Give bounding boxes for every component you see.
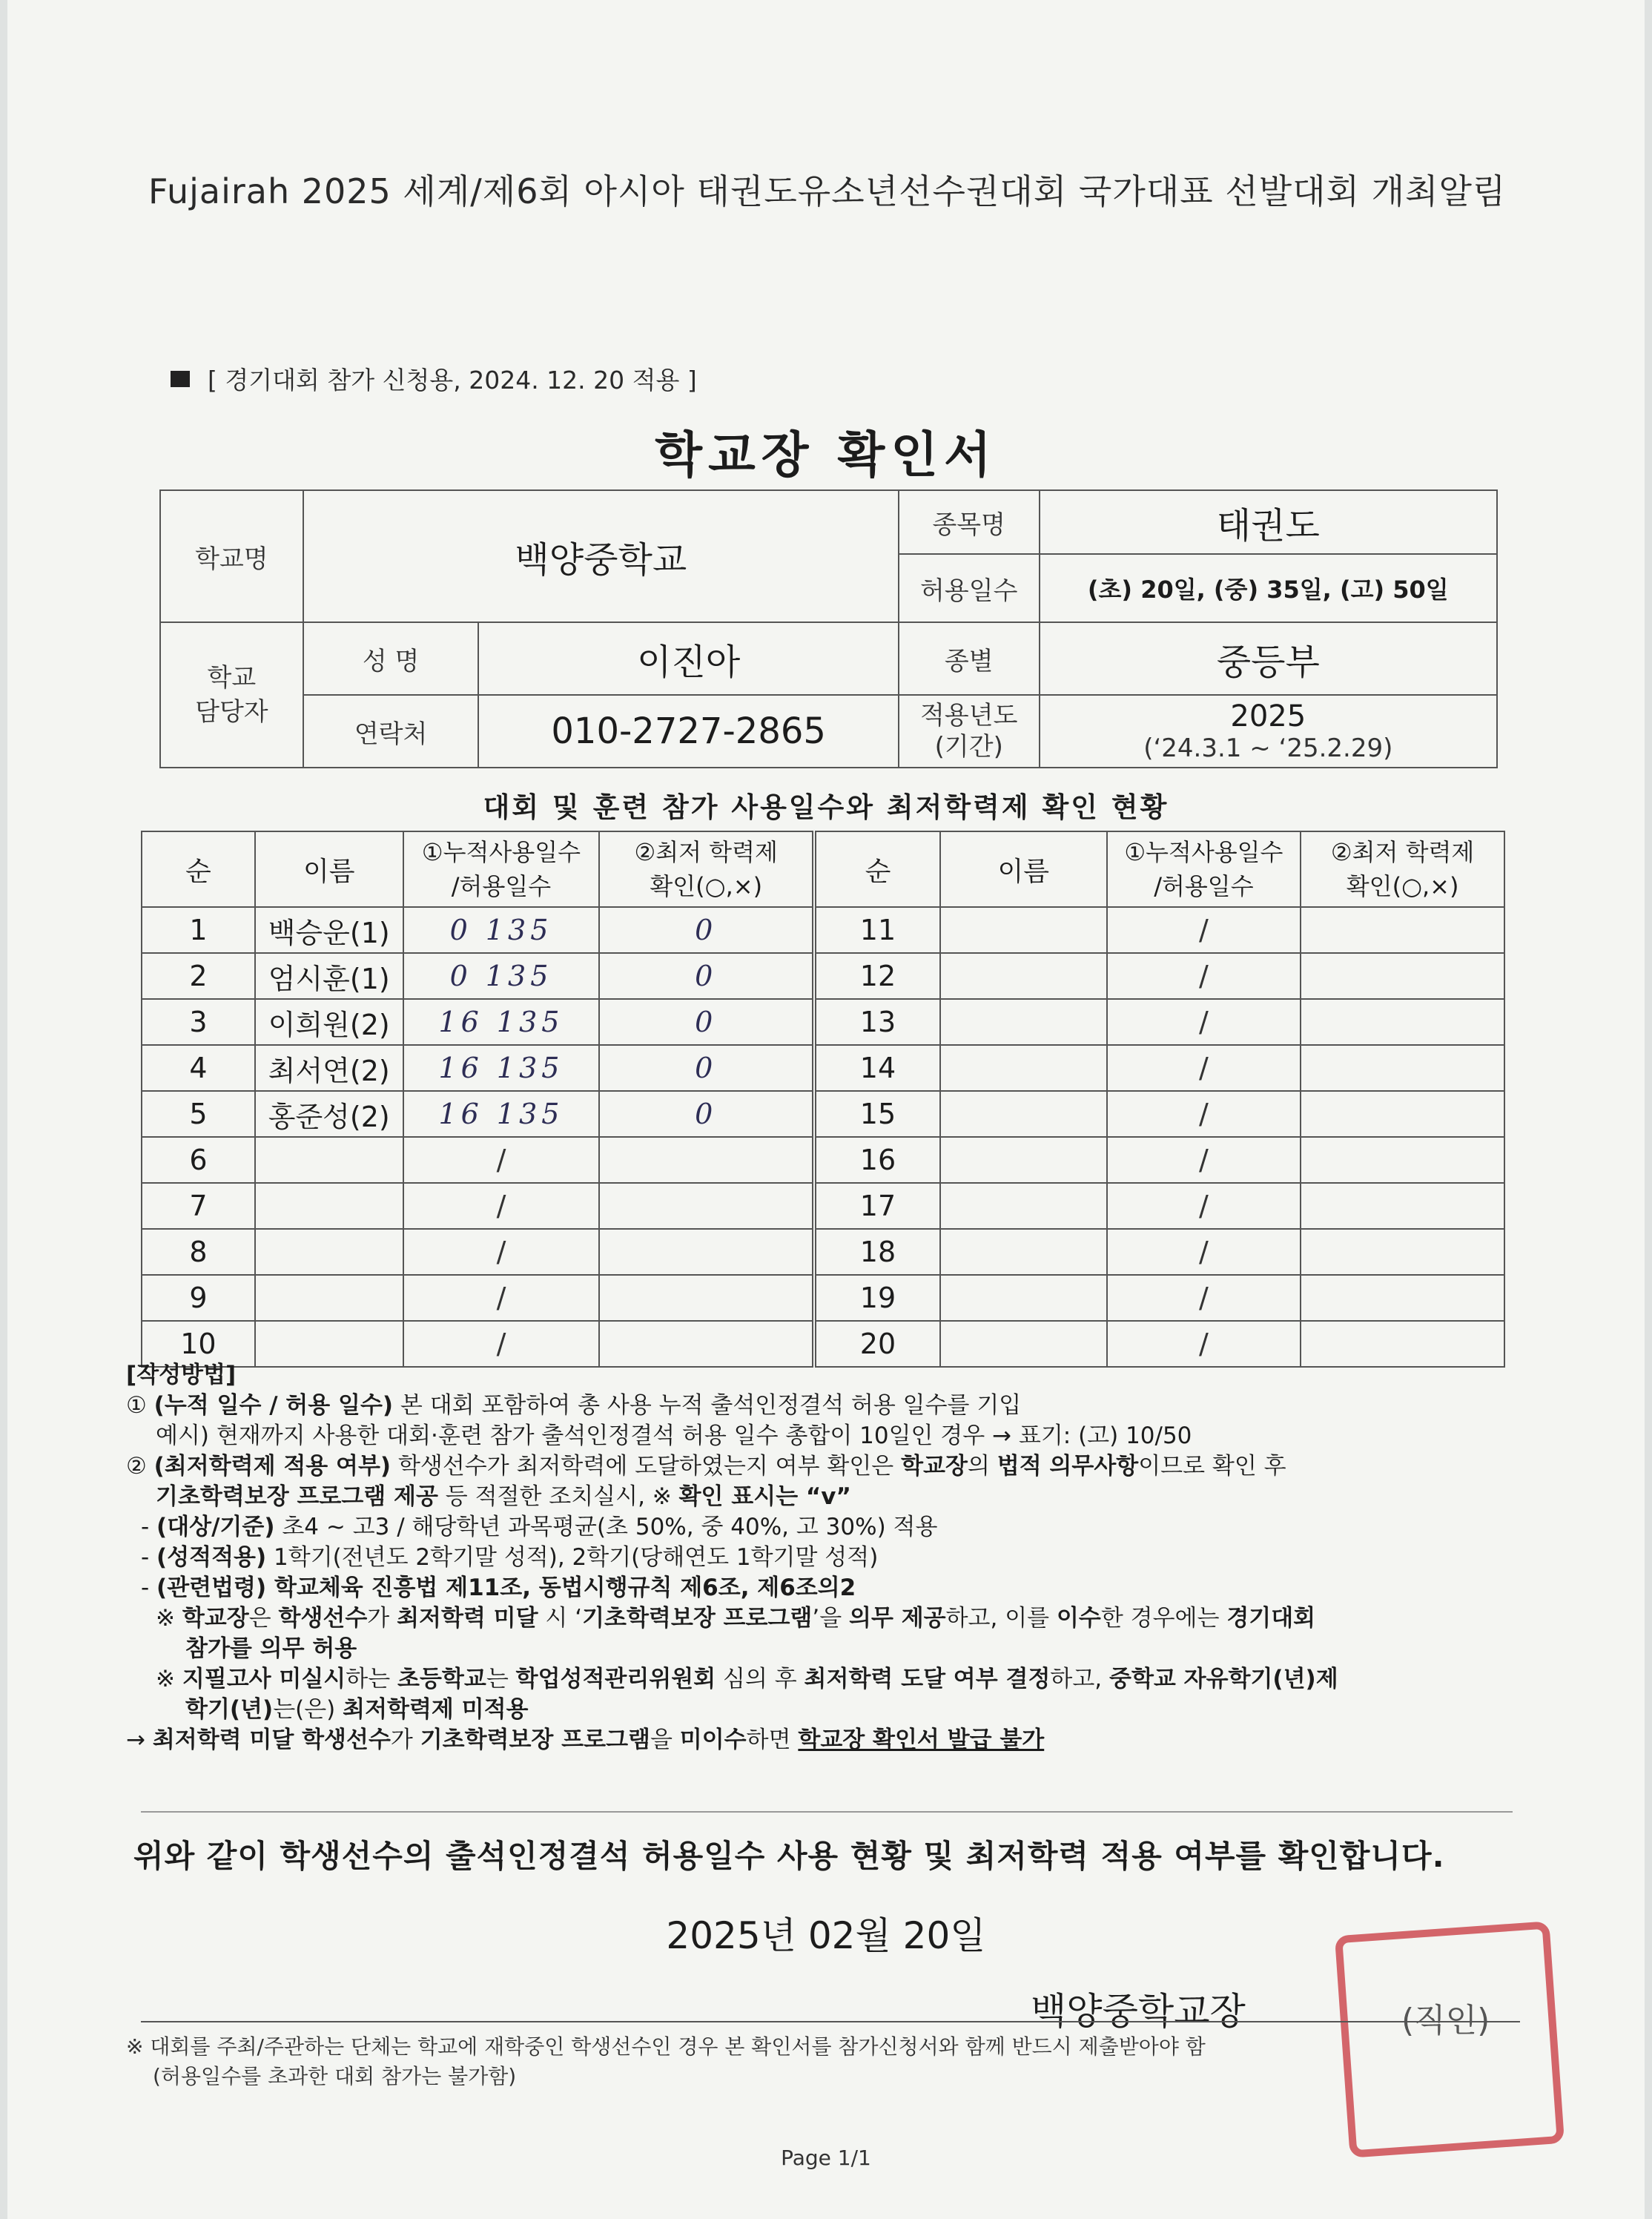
principal-title: 백양중학교장 <box>1031 1990 1246 2033</box>
m-l5a: - <box>141 1514 157 1540</box>
row-name-right <box>940 999 1107 1045</box>
method-line-6 <box>126 1543 1535 1573</box>
event-value: 태권도 <box>1040 490 1497 554</box>
table-row <box>142 1091 1504 1137</box>
footnote-line-1: ※ 대회를 주최/주관하는 단체는 학교에 재학중인 학생선수인 경우 본 확인서를 참가신청서와 함께 반드시 제출받아야 함 <box>126 2034 1206 2059</box>
row-no-right: 14 <box>814 1045 940 1091</box>
row-days: 16 135 <box>403 1091 600 1137</box>
row-days-right: / <box>1107 1183 1301 1229</box>
m-l10g: 심의 후 <box>716 1666 804 1692</box>
method-line-8 <box>126 1603 1535 1634</box>
method-heading <box>126 1360 1535 1391</box>
name-label: 성 명 <box>303 622 479 695</box>
method-line-10 <box>126 1664 1535 1695</box>
m-l9: 참가를 의무 허용 <box>185 1635 357 1662</box>
row-no: 8 <box>142 1229 255 1275</box>
document-title: 학교장 확인서 <box>655 426 997 484</box>
row-no-right: 11 <box>814 907 940 953</box>
allowed-days-label: 허용일수 <box>899 554 1040 622</box>
row-no-right: 18 <box>814 1229 940 1275</box>
m-l8k: 하고, 이를 <box>945 1605 1057 1632</box>
row-days: / <box>403 1183 600 1229</box>
m-l10a: ※ <box>156 1666 182 1692</box>
m-l7c: 학교체육 진흥법 제11조, 동법시행규칙 제6조, 제6조의2 <box>266 1575 856 1601</box>
row-check: 0 <box>599 1045 814 1091</box>
row-check-right <box>1301 953 1504 999</box>
row-check-right <box>1301 1091 1504 1137</box>
row-name-right <box>940 1091 1107 1137</box>
row-name: 엄시훈(1) <box>255 953 403 999</box>
row-no-right: 15 <box>814 1091 940 1137</box>
row-name-right <box>940 1229 1107 1275</box>
m-l1b: (누적 일수 / 허용 일수) <box>153 1392 394 1419</box>
m-l3a: ② <box>126 1453 154 1480</box>
row-check-right <box>1301 999 1504 1045</box>
m-l11b: 는(은) <box>273 1696 343 1723</box>
row-days: / <box>403 1137 600 1183</box>
phone-label: 연락처 <box>303 695 479 768</box>
row-days-right: / <box>1107 1275 1301 1321</box>
table-row <box>142 1275 1504 1321</box>
m-l8c: 은 <box>248 1605 279 1632</box>
square-bullet-icon <box>171 371 190 387</box>
m-l12c: 가 <box>390 1727 420 1753</box>
footnote-line-2: (허용일수를 초과한 대회 참가는 불가함) <box>153 2064 517 2088</box>
info-table <box>159 489 1498 768</box>
method-line-12 <box>126 1725 1535 1755</box>
m-l10i: 하고, <box>1050 1666 1109 1692</box>
row-check-right <box>1301 907 1504 953</box>
row-name: 이희원(2) <box>255 999 403 1045</box>
row-check <box>599 1137 814 1183</box>
year-period: (‘24.3.1 ~ ‘25.2.29) <box>1143 733 1393 763</box>
division-label: 종별 <box>899 622 1040 695</box>
m-l7b: (관련법령) <box>156 1575 267 1601</box>
row-no-right: 16 <box>814 1137 940 1183</box>
issue-date: 2025년 02월 20일 <box>666 1914 986 1957</box>
row-check-right <box>1301 1045 1504 1091</box>
method-line-11 <box>126 1695 1535 1725</box>
header-min-right-line2: 확인(○,×) <box>1346 872 1459 900</box>
row-no-right: 17 <box>814 1183 940 1229</box>
row-days: / <box>403 1321 600 1367</box>
row-name: 최서연(2) <box>255 1045 403 1091</box>
row-days-right: / <box>1107 953 1301 999</box>
m-l4a: 기초학력보장 프로그램 제공 <box>156 1483 438 1510</box>
row-days: 16 135 <box>403 1045 600 1091</box>
row-name-right <box>940 1045 1107 1091</box>
m-l12a: → <box>126 1727 153 1753</box>
table-row <box>142 907 1504 953</box>
header-min-line1: ②최저 학력제 <box>634 838 778 866</box>
row-check-right <box>1301 1137 1504 1183</box>
row-days-right: / <box>1107 1091 1301 1137</box>
footnote <box>126 2032 1206 2091</box>
table-row <box>142 999 1504 1045</box>
row-check-right <box>1301 1275 1504 1321</box>
row-no: 3 <box>142 999 255 1045</box>
m-l3d: 학교장 <box>901 1453 968 1480</box>
m-l8j: 의무 제공 <box>849 1605 946 1632</box>
m-l10f: 학업성적관리위원회 <box>515 1666 716 1692</box>
m-l3f: 법적 의무사항 <box>997 1453 1139 1480</box>
m-l10j: 중학교 자유학기(년)제 <box>1109 1666 1338 1692</box>
m-l1c: 본 대회 포함하여 총 사용 누적 출석인정결석 허용 일수를 기입 <box>393 1392 1022 1419</box>
table-row <box>142 1183 1504 1229</box>
m-l1a: ① <box>126 1392 154 1419</box>
header-min-line2: 확인(○,×) <box>650 872 763 900</box>
m-l3e: 의 <box>967 1453 997 1480</box>
row-days-right: / <box>1107 1045 1301 1091</box>
year-value: 2025 <box>1230 699 1306 733</box>
division-value: 중등부 <box>1040 622 1497 695</box>
m-l8l: 이수 <box>1056 1605 1101 1632</box>
table-row <box>142 1137 1504 1183</box>
contact-group-label: 학교 담당자 <box>160 622 303 768</box>
row-days-right: / <box>1107 907 1301 953</box>
m-l8a: ※ <box>156 1605 182 1632</box>
row-check: 0 <box>599 953 814 999</box>
header-min-right-line1: ②최저 학력제 <box>1330 838 1475 866</box>
header-days-right-line2: /허용일수 <box>1154 872 1254 900</box>
school-value: 백양중학교 <box>303 490 899 622</box>
divider <box>141 1811 1513 1813</box>
year-label: 적용년도 (기간) <box>899 695 1040 768</box>
writing-method <box>126 1360 1535 1755</box>
header-days-right-line1: ①누적사용일수 <box>1124 838 1283 866</box>
m-l11a: 학기(년) <box>185 1696 274 1723</box>
row-name-right <box>940 1275 1107 1321</box>
m-l5b: (대상/기준) <box>156 1514 275 1540</box>
roster-header-row <box>142 831 1504 907</box>
row-check-right <box>1301 1229 1504 1275</box>
m-l8i: ’을 <box>812 1605 850 1632</box>
m-l7a: - <box>141 1575 157 1601</box>
method-heading-text: [작성방법] <box>126 1362 237 1388</box>
header-min-right <box>1301 831 1504 907</box>
m-l4b: 등 적절한 조치실시, ※ <box>437 1483 679 1510</box>
row-no: 9 <box>142 1275 255 1321</box>
m-l10b: 지필고사 미실시 <box>182 1666 346 1692</box>
row-name-right <box>940 1183 1107 1229</box>
row-days: 16 135 <box>403 999 600 1045</box>
roster-table <box>141 831 1505 1368</box>
m-l8f: 최저학력 미달 <box>397 1605 538 1632</box>
m-l12b: 최저학력 미달 학생선수 <box>152 1727 391 1753</box>
row-no-right: 12 <box>814 953 940 999</box>
m-l6c: 1학기(전년도 2학기말 성적), 2학기(당해연도 1학기말 성적) <box>266 1544 879 1571</box>
row-no-right: 13 <box>814 999 940 1045</box>
m-l12f: 미이수 <box>679 1727 747 1753</box>
m-l10d: 초등학교 <box>397 1666 486 1692</box>
seal-label: (직인) <box>1401 2002 1490 2040</box>
header-no: 순 <box>142 831 255 907</box>
header-name: 이름 <box>255 831 403 907</box>
m-l8h: 기초학력보장 프로그램 <box>582 1605 813 1632</box>
row-name-right <box>940 1137 1107 1183</box>
m-l12e: 을 <box>650 1727 680 1753</box>
row-no-right: 19 <box>814 1275 940 1321</box>
allowed-days-value: (초) 20일, (중) 35일, (고) 50일 <box>1040 554 1497 622</box>
header-days <box>403 831 600 907</box>
row-check-right <box>1301 1183 1504 1229</box>
row-check: 0 <box>599 1091 814 1137</box>
m-l10h: 최저학력 도달 여부 결정 <box>804 1666 1051 1692</box>
row-check <box>599 1229 814 1275</box>
m-l8m: 한 경우에는 <box>1100 1605 1227 1632</box>
m-l4c: 확인 표시 <box>678 1483 776 1510</box>
row-name <box>255 1229 403 1275</box>
m-l6a: - <box>141 1544 157 1571</box>
method-line-9 <box>126 1634 1535 1664</box>
confirmation-statement: 위와 같이 학생선수의 출석인정결석 허용일수 사용 현황 및 최저학력 적용 여부를 확인합니다. <box>133 1838 1445 1874</box>
m-l12g: 하면 <box>746 1727 799 1753</box>
row-name <box>255 1183 403 1229</box>
row-check <box>599 1183 814 1229</box>
header-days-right <box>1107 831 1301 907</box>
document-page <box>7 0 1645 2219</box>
application-line <box>171 361 697 396</box>
row-days-right: / <box>1107 999 1301 1045</box>
table-row <box>142 1229 1504 1275</box>
header-min <box>599 831 814 907</box>
row-name <box>255 1275 403 1321</box>
m-l12h: 학교장 확인서 발급 불가 <box>798 1727 1045 1753</box>
m-l3b: (최저학력제 적용 여부) <box>153 1453 391 1480</box>
m-l10c: 하는 <box>346 1666 398 1692</box>
table-row <box>142 1045 1504 1091</box>
m-l8n: 경기대회 <box>1226 1605 1316 1632</box>
row-days-right: / <box>1107 1229 1301 1275</box>
row-no: 6 <box>142 1137 255 1183</box>
row-no: 4 <box>142 1045 255 1091</box>
header-name-right: 이름 <box>940 831 1107 907</box>
year-cell <box>1040 695 1497 768</box>
phone-value: 010-2727-2865 <box>478 695 898 768</box>
row-check: 0 <box>599 999 814 1045</box>
row-days-right: / <box>1107 1137 1301 1183</box>
method-line-3 <box>126 1451 1535 1482</box>
m-l8b: 학교장 <box>182 1605 249 1632</box>
row-no-right: 20 <box>814 1321 940 1367</box>
row-days: / <box>403 1229 600 1275</box>
method-line-4 <box>126 1482 1535 1512</box>
row-no: 2 <box>142 953 255 999</box>
row-name-right <box>940 953 1107 999</box>
row-check: 0 <box>599 907 814 953</box>
row-no: 10 <box>142 1321 255 1367</box>
row-days: 0 135 <box>403 953 600 999</box>
m-l3g: 이므로 확인 후 <box>1138 1453 1286 1480</box>
school-label: 학교명 <box>160 490 303 622</box>
m-l6b: (성적적용) <box>156 1544 267 1571</box>
header-days-line2: /허용일수 <box>451 872 552 900</box>
event-label: 종목명 <box>899 490 1040 554</box>
application-line-text: [ 경기대회 참가 신청용, 2024. 12. 20 적용 ] <box>208 366 697 395</box>
method-line-1 <box>126 1391 1535 1421</box>
row-days: / <box>403 1275 600 1321</box>
name-value: 이진아 <box>478 622 898 695</box>
m-l8e: 가 <box>367 1605 397 1632</box>
header-days-line1: ①누적사용일수 <box>421 838 581 866</box>
footer-divider <box>141 2021 1520 2022</box>
m-l8g: 시 ‘ <box>538 1605 583 1632</box>
m-l12d: 기초학력보장 프로그램 <box>420 1727 650 1753</box>
method-line-7 <box>126 1573 1535 1603</box>
row-days-right: / <box>1107 1321 1301 1367</box>
m-l4d: 는 “v” <box>776 1483 851 1510</box>
row-name <box>255 1137 403 1183</box>
header-no-right: 순 <box>814 831 940 907</box>
page-number: Page 1/1 <box>781 2146 871 2170</box>
row-check <box>599 1275 814 1321</box>
row-name: 백승운(1) <box>255 907 403 953</box>
header-title: Fujairah 2025 세계/제6회 아시아 태권도유소년선수권대회 국가대표 선발대회 개최알림 <box>148 171 1507 211</box>
row-name: 홍준성(2) <box>255 1091 403 1137</box>
m-l11c: 최저학력제 미적용 <box>343 1696 529 1723</box>
method-line-5 <box>126 1512 1535 1543</box>
method-line-2: 예시) 현재까지 사용한 대회·훈련 참가 출석인정결석 허용 일수 총합이 10일인 경우 → 표기: (고) 10/50 <box>156 1422 1192 1449</box>
m-l5c: 초4 ~ 고3 / 해당학년 과목평균(초 50%, 중 40%, 고 30%) 적용 <box>274 1514 938 1540</box>
row-no: 5 <box>142 1091 255 1137</box>
row-no: 1 <box>142 907 255 953</box>
m-l3c: 학생선수가 최저학력에 도달하였는지 여부 확인은 <box>391 1453 902 1480</box>
row-no: 7 <box>142 1183 255 1229</box>
section-title: 대회 및 훈련 참가 사용일수와 최저학력제 확인 현황 <box>483 791 1169 823</box>
m-l8d: 학생선수 <box>278 1605 368 1632</box>
m-l10e: 는 <box>486 1666 516 1692</box>
table-row <box>142 953 1504 999</box>
row-days: 0 135 <box>403 907 600 953</box>
row-name-right <box>940 907 1107 953</box>
